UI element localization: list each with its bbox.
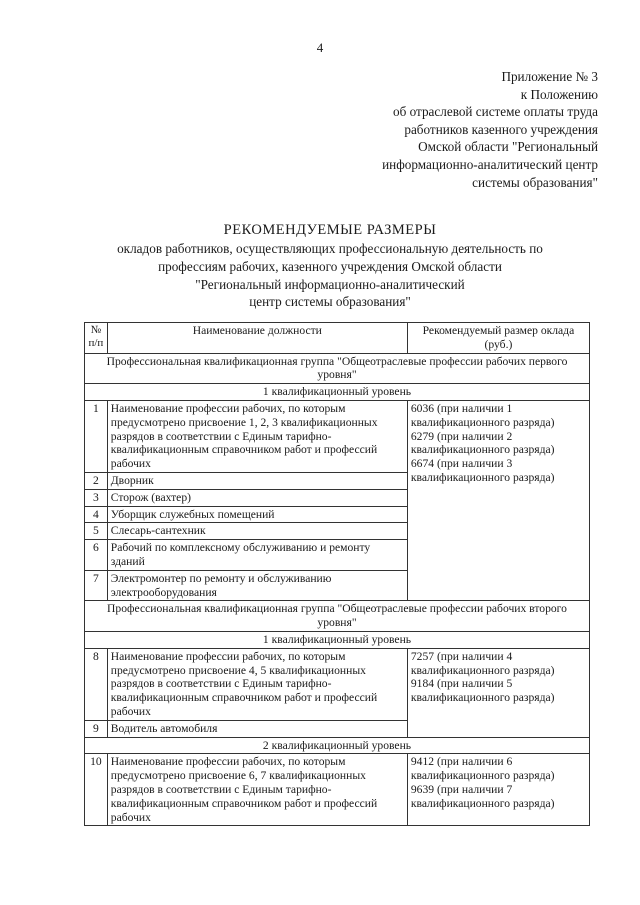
row-num: 10 <box>85 754 108 826</box>
row-num: 8 <box>85 648 108 720</box>
table-row <box>85 648 590 720</box>
header-num: № п/п <box>85 323 108 354</box>
title-sub-line: окладов работников, осуществляющих профессиональную деятельность по <box>117 241 543 256</box>
row-name: Дворник <box>107 472 407 489</box>
level-row <box>85 384 590 401</box>
row-name: Водитель автомобиля <box>107 720 407 737</box>
table-row <box>85 400 590 472</box>
appendix-line: Омской области "Региональный <box>418 139 598 155</box>
table-header-row <box>85 323 590 354</box>
row-num: 5 <box>85 523 108 540</box>
pay-line: 9412 (при наличии 6 квалификационного разряда) <box>410 755 555 783</box>
row-name: Рабочий по комплексному обслуживанию и ремонту зданий <box>107 540 407 571</box>
salary-table <box>84 322 590 826</box>
table-row <box>85 754 590 826</box>
row-num: 7 <box>85 570 108 601</box>
appendix-header <box>278 68 598 191</box>
title-main: РЕКОМЕНДУЕМЫЕ РАЗМЕРЫ <box>223 222 437 238</box>
row-num: 4 <box>85 506 108 523</box>
appendix-line: об отраслевой системе оплаты труда <box>393 104 598 120</box>
pay-line: 9184 (при наличии 5 квалификационного разряда) <box>410 677 555 705</box>
pay-line: 6036 (при наличии 1 квалификационного разряда) <box>410 401 555 429</box>
group-title: Профессиональная квалификационная группа "Общеотраслевые профессии рабочих второго уровня" <box>85 601 590 632</box>
appendix-line: Приложение № 3 <box>501 69 598 84</box>
group-title-row <box>85 601 590 632</box>
pay-line: 6279 (при наличии 2 квалификационного разряда) <box>410 429 555 457</box>
group-title: Профессиональная квалификационная группа "Общеотраслевые профессии рабочих первого уровня" <box>85 353 590 384</box>
title-sub-line: "Региональный информационно-аналитический <box>195 276 465 292</box>
title-sub-line: центр системы образования" <box>249 294 411 310</box>
page-number: 4 <box>316 40 324 55</box>
level-title: 1 квалификационный уровень <box>85 631 590 648</box>
row-pay <box>407 754 589 826</box>
row-num: 6 <box>85 540 108 571</box>
document-title <box>70 220 590 311</box>
group-title-row <box>85 353 590 384</box>
pay-line: 6674 (при наличии 3 квалификационного разряда) <box>410 457 555 484</box>
level-title: 2 квалификационный уровень <box>85 737 590 754</box>
appendix-line: к Положению <box>520 86 598 102</box>
row-num: 1 <box>85 400 108 472</box>
level-title: 1 квалификационный уровень <box>85 384 590 401</box>
row-num: 9 <box>85 720 108 737</box>
row-name: Наименование профессии рабочих, по которым предусмотрено присвоение 6, 7 квалификационных разрядов в соответствии с Единым тарифно-квалификационным справочником работ и профессий рабочих <box>107 754 407 826</box>
row-pay <box>407 648 589 737</box>
pay-line: 9639 (при наличии 7 квалификационного разряда) <box>410 782 555 810</box>
row-name: Наименование профессии рабочих, по которым предусмотрено присвоение 4, 5 квалификационных разрядов в соответствии с Единым тарифно-квалификационным справочником работ и профессий рабочих <box>107 648 407 720</box>
row-name: Электромонтер по ремонту и обслуживанию электрооборудования <box>107 570 407 601</box>
row-num: 2 <box>85 472 108 489</box>
level-row <box>85 737 590 754</box>
level-row <box>85 631 590 648</box>
appendix-line: информационно-аналитический центр <box>382 156 598 172</box>
header-pay: Рекомендуемый размер оклада (руб.) <box>407 323 589 354</box>
header-name: Наименование должности <box>107 323 407 354</box>
appendix-line: работников казенного учреждения <box>404 121 598 137</box>
row-pay <box>407 400 589 600</box>
row-name: Сторож (вахтер) <box>107 489 407 506</box>
appendix-line: системы образования" <box>472 174 598 190</box>
pay-line: 7257 (при наличии 4 квалификационного разряда) <box>410 649 555 677</box>
row-name: Наименование профессии рабочих, по которым предусмотрено присвоение 1, 2, 3 квалификационных разрядов в соответствии с Единым тарифно-квалификационным справочником работ и профессий рабочих <box>107 400 407 472</box>
row-num: 3 <box>85 489 108 506</box>
title-sub-line: профессиям рабочих, казенного учреждения Омской области <box>158 258 502 274</box>
row-name: Слесарь-сантехник <box>107 523 407 540</box>
row-name: Уборщик служебных помещений <box>107 506 407 523</box>
